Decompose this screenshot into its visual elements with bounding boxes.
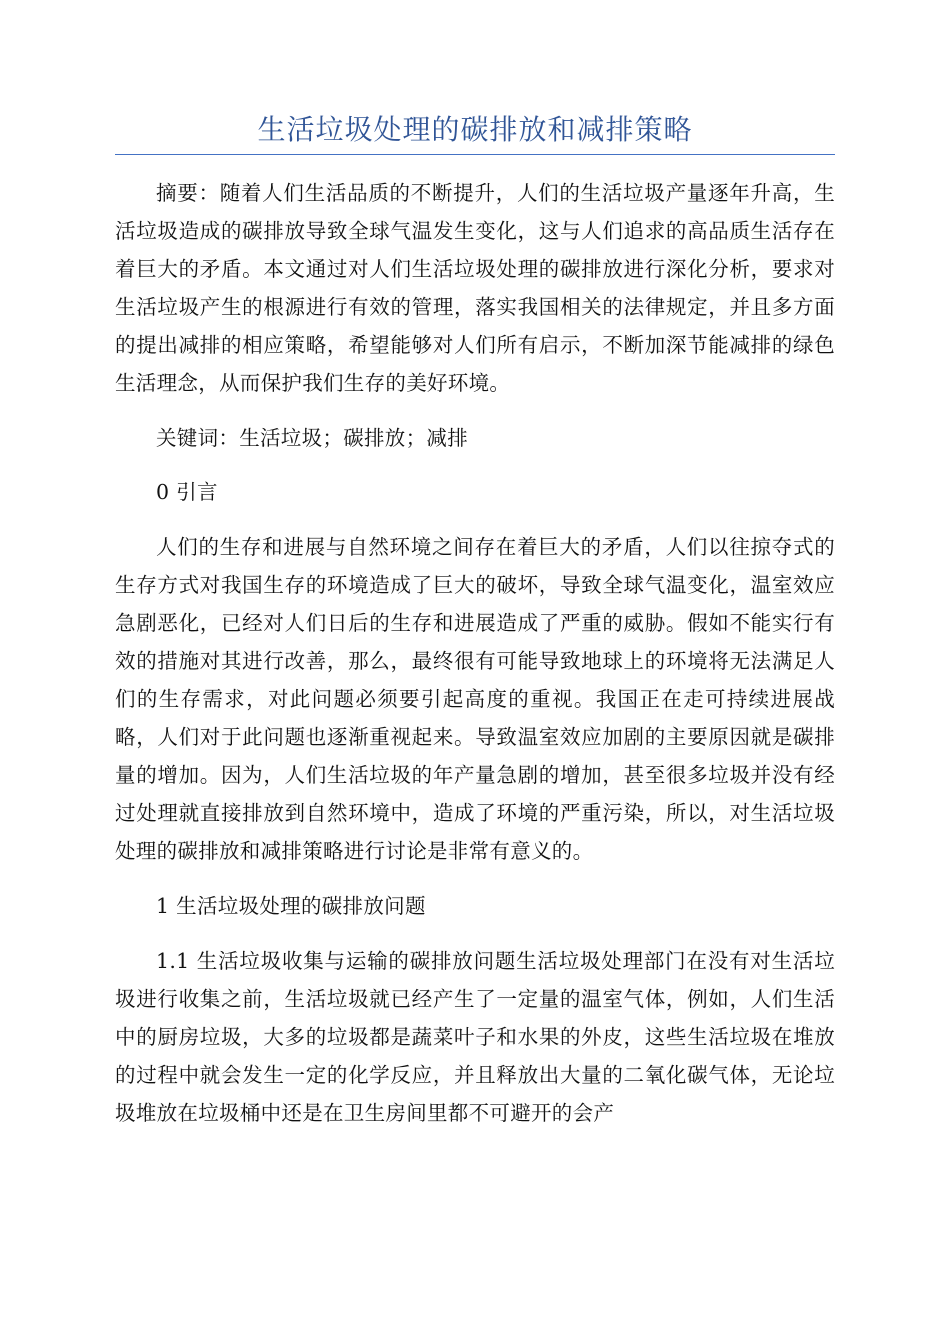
section-heading-1: 1 生活垃圾处理的碳排放问题	[156, 894, 426, 918]
abstract-paragraph: 摘要：随着人们生活品质的不断提升，人们的生活垃圾产量逐年升高，生活垃圾造成的碳排放导致全球气温发生变化，这与人们追求的高品质生活存在着巨大的矛盾。本文通过对人们生活垃圾处理的碳排放进行深化分析，要求对生活垃圾产生的根源进行有效的管理，落实我国相关的法律规定，并且多方面的提出减排的相应策略，希望能够对人们所有启示，不断加深节能减排的绿色生活理念，从而保护我们生存的美好环境。	[115, 181, 835, 395]
document-title: 生活垃圾处理的碳排放和减排策略	[257, 113, 693, 146]
subsection-paragraph-1-1: 1.1 生活垃圾收集与运输的碳排放问题生活垃圾处理部门在没有对生活垃圾进行收集之前，生活垃圾就已经产生了一定量的温室气体，例如，人们生活中的厨房垃圾，大多的垃圾都是蔬菜叶子和水果的外皮，这些生活垃圾在堆放的过程中就会发生一定的化学反应，并且释放出大量的二氧化碳气体，无论垃圾堆放在垃圾桶中还是在卫生房间里都不可避开的会产	[115, 949, 835, 1125]
document-body	[115, 174, 835, 1132]
section-heading-introduction: 0 引言	[156, 480, 218, 504]
title-underline	[115, 154, 835, 155]
keywords-paragraph: 关键词：生活垃圾；碳排放；减排	[156, 426, 468, 450]
introduction-paragraph: 人们的生存和进展与自然环境之间存在着巨大的矛盾，人们以往掠夺式的生存方式对我国生存的环境造成了巨大的破坏，导致全球气温变化，温室效应急剧恶化，已经对人们日后的生存和进展造成了严重的威胁。假如不能实行有效的措施对其进行改善，那么，最终很有可能导致地球上的环境将无法满足人们的生存需求，对此问题必须要引起高度的重视。我国正在走可持续进展战略，人们对于此问题也逐渐重视起来。导致温室效应加剧的主要原因就是碳排量的增加。因为，人们生活垃圾的年产量急剧的增加，甚至很多垃圾并没有经过处理就直接排放到自然环境中，造成了环境的严重污染，所以，对生活垃圾处理的碳排放和减排策略进行讨论是非常有意义的。	[115, 535, 835, 863]
